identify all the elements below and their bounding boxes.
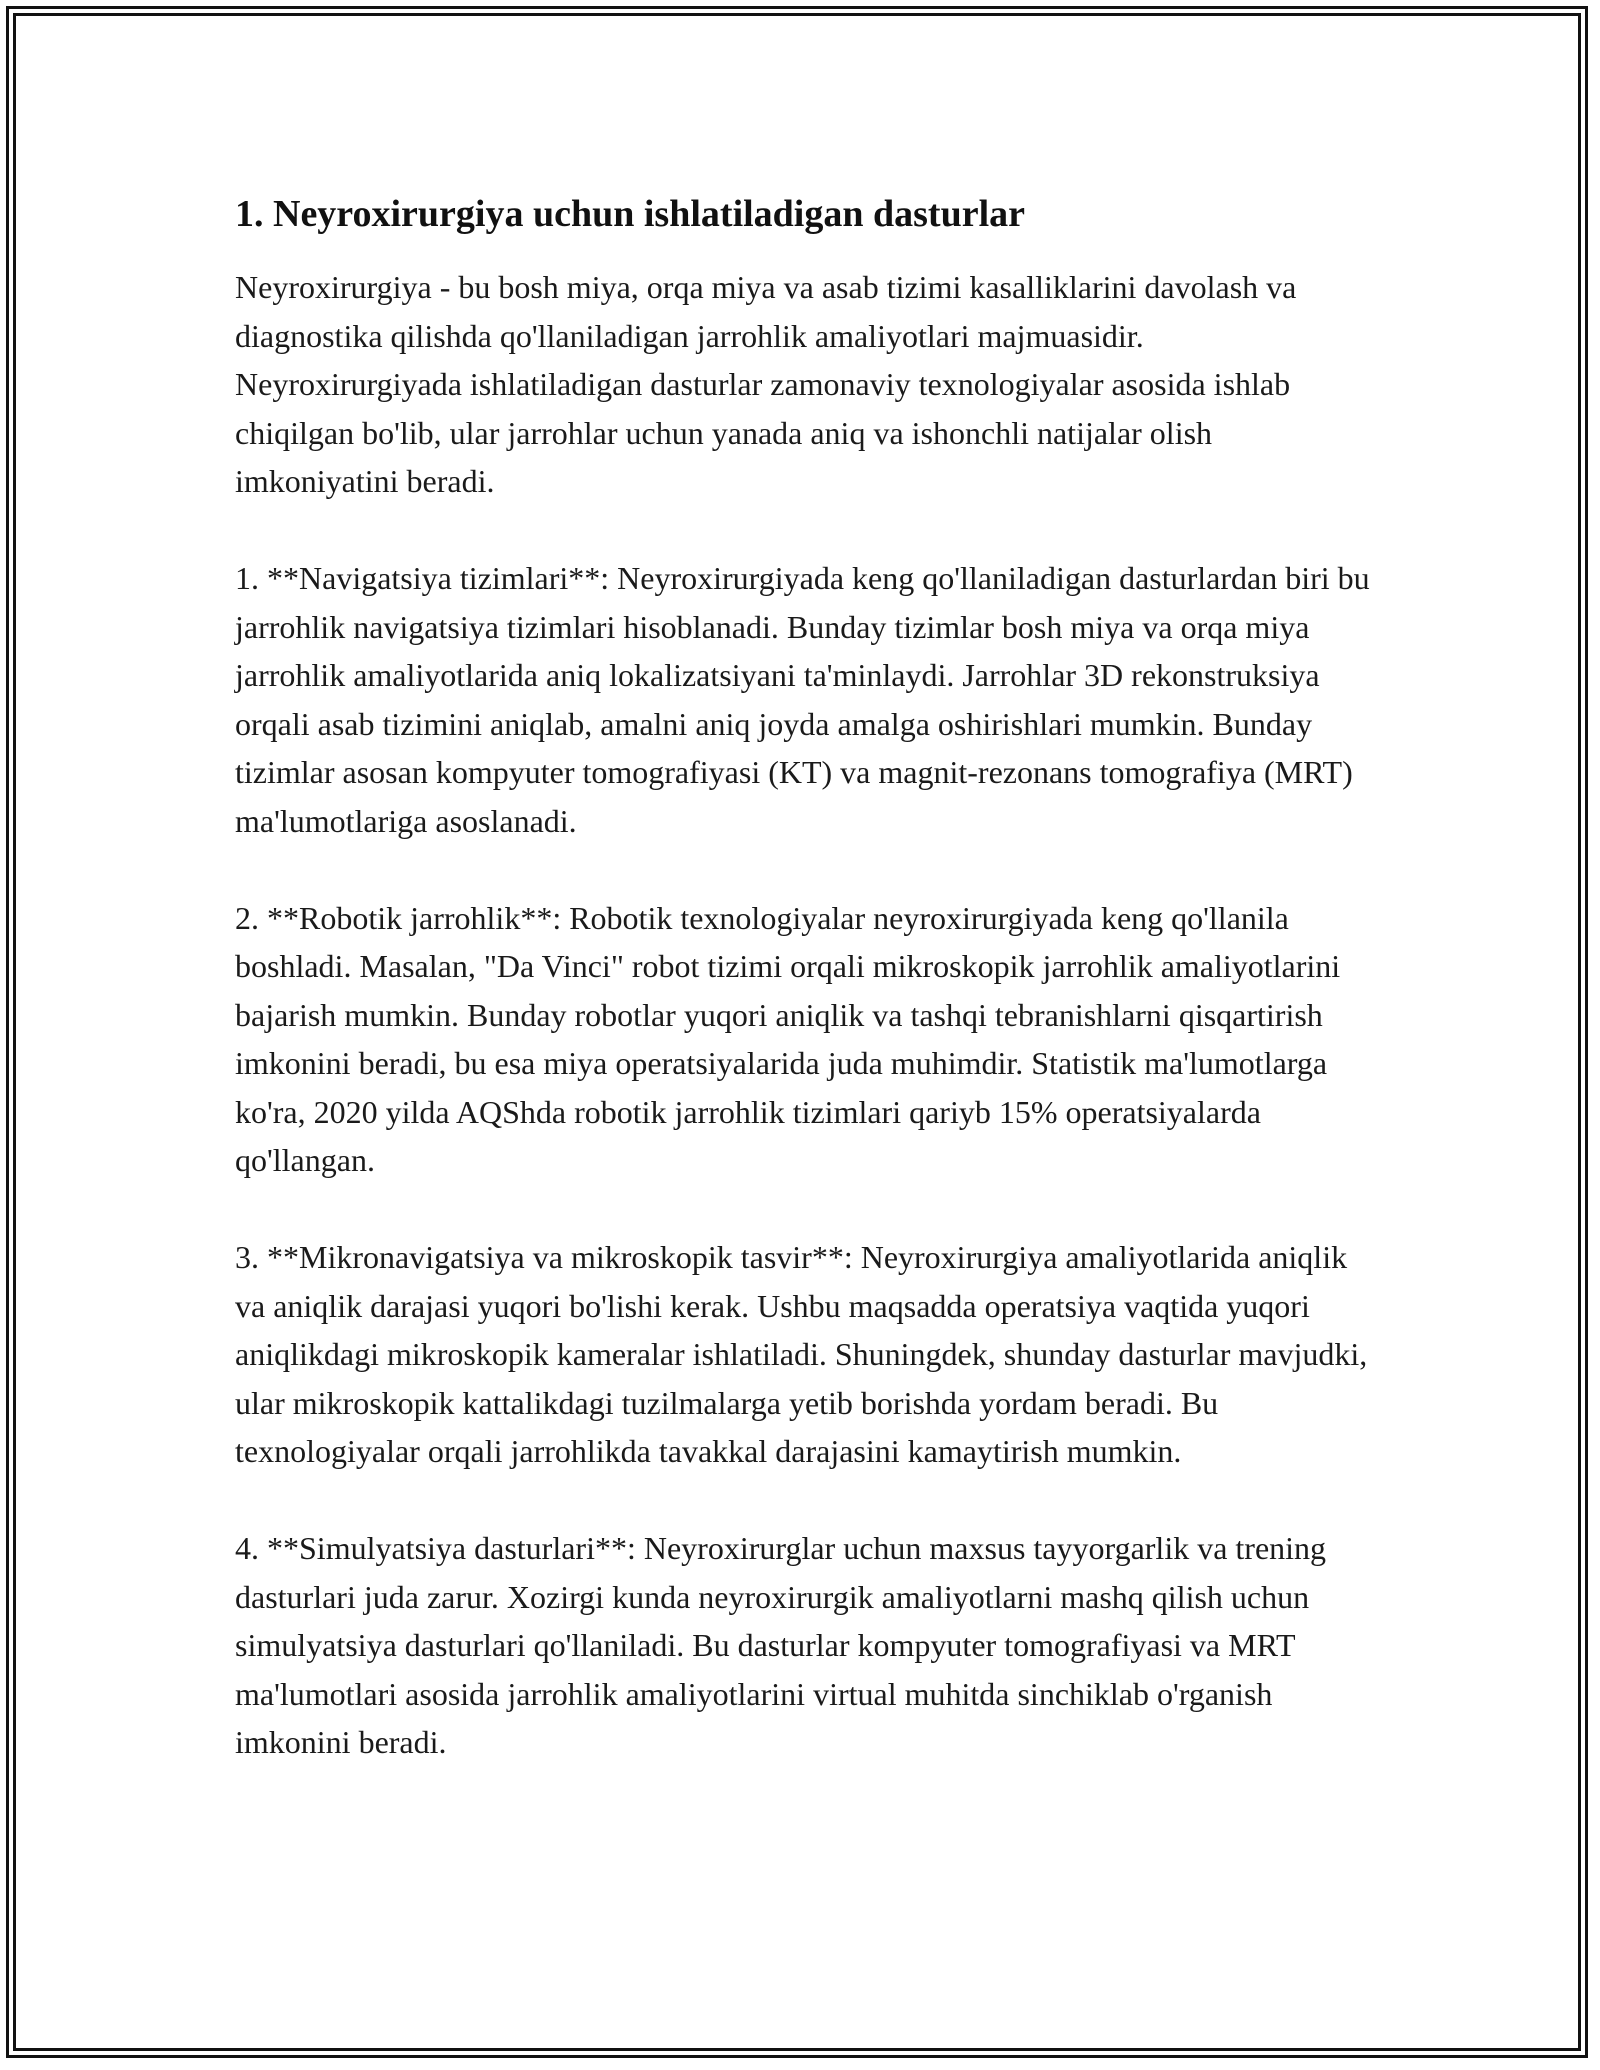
section-robotic-surgery: 2. **Robotik jarrohlik**: Robotik texnologiyalar neyroxirurgiyada keng qo'llanila boshladi. Masalan, "Da Vinci" robot tizimi orqali mikroskopik jarrohlik amaliyotlarini bajarish mumkin. Bunday robotlar yuqori aniqlik va tashqi tebranishlarni qisqartirish imkonini beradi, bu esa miya operatsiyalarida juda muhimdir. Statistik ma'lumotlarga ko'ra, 2020 yilda AQShda robotik jarrohlik tizimlari qariyb 15% operatsiyalarda qo'llangan. (235, 899, 1341, 1179)
document-body (235, 180, 1375, 1815)
intro-paragraph: Neyroxirurgiya - bu bosh miya, orqa miya va asab tizimi kasalliklarini davolash va diagnostika qilishda qo'llaniladigan jarrohlik amaliyotlari majmuasidir. Neyroxirurgiyada ishlatiladigan dasturlar zamonaviy texnologiyalar asosida ishlab chiqilgan bo'lib, ular jarrohlar uchun yanada aniq va ishonchli natijalar olish imkoniyatini beradi. (235, 269, 1297, 500)
section-navigation-systems: 1. **Navigatsiya tizimlari**: Neyroxirurgiyada keng qo'llaniladigan dasturlardan biri bu jarrohlik navigatsiya tizimlari hisoblanadi. Bunday tizimlar bosh miya va orqa miya jarrohlik amaliyotlarida aniq lokalizatsiyani ta'minlaydi. Jarrohlar 3D rekonstruksiya orqali asab tizimini aniqlab, amalni aniq joyda amalga oshirishlari mumkin. Bunday tizimlar asosan kompyuter tomografiyasi (KT) va magnit-rezonans tomografiya (MRT) ma'lumotlariga asoslanadi. (235, 560, 1370, 839)
section-micronavigation: 3. **Mikronavigatsiya va mikroskopik tasvir**: Neyroxirurgiya amaliyotlarida aniqlik va aniqlik darajasi yuqori bo'lishi kerak. Ushbu maqsadda operatsiya vaqtida yuqori aniqlikdagi mikroskopik kameralar ishlatiladi. Shuningdek, shunday dasturlar mavjudki, ular mikroskopik kattalikdagi tuzilmalarga yetib borishda yordam beradi. Bu texnologiyalar orqali jarrohlikda tavakkal darajasini kamaytirish mumkin. (235, 1239, 1368, 1470)
section-simulation-software: 4. **Simulyatsiya dasturlari**: Neyroxirurglar uchun maxsus tayyorgarlik va trening dasturlari juda zarur. Xozirgi kunda neyroxirurgik amaliyotlarni mashq qilish uchun simulyatsiya dasturlari qo'llaniladi. Bu dasturlar kompyuter tomografiyasi va MRT ma'lumotlari asosida jarrohlik amaliyotlarini virtual muhitda sinchiklab o'rganish imkonini beradi. (235, 1530, 1327, 1761)
document-title: 1. Neyroxirurgiya uchun ishlatiladigan dasturlar (235, 193, 1026, 235)
